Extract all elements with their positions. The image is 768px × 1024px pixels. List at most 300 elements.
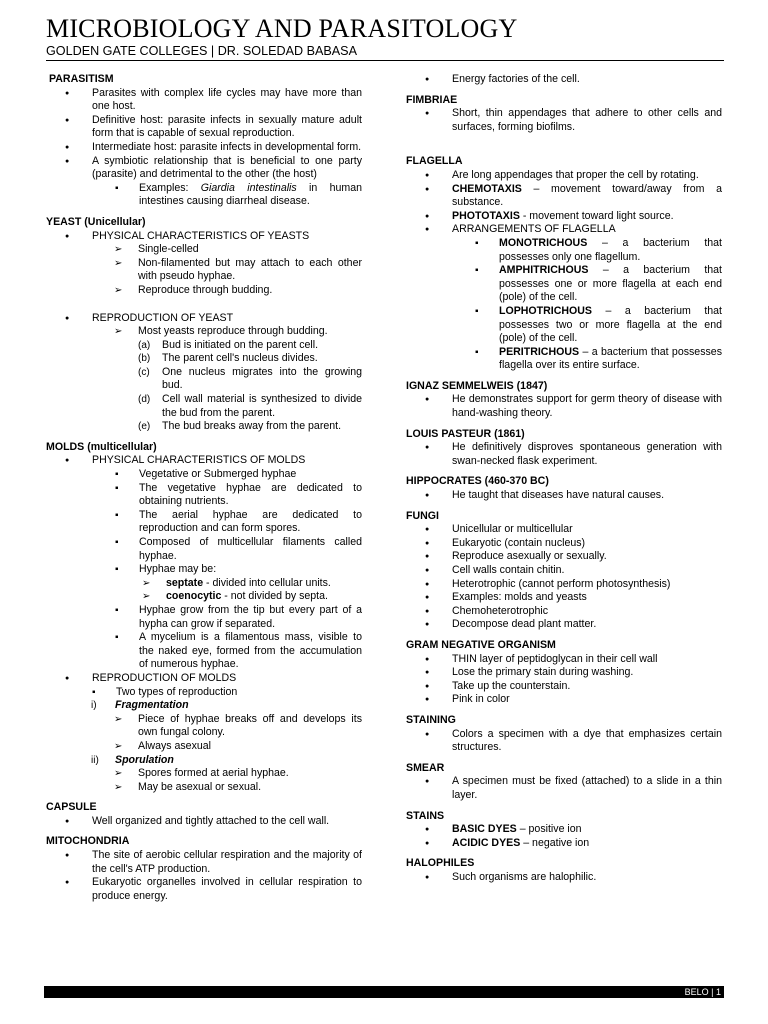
list-item-text	[166, 577, 362, 591]
list-item-term: CHEMOTAXIS	[452, 182, 522, 195]
list-item-body: A mycelium is a filamentous mass, visible to the naked eye, formed from the accumulation of numerous hyphae.	[139, 631, 362, 671]
spacer	[46, 794, 362, 801]
list-item	[46, 114, 362, 141]
list-item-body: REPRODUCTION OF MOLDS	[92, 671, 237, 684]
list-item-body: Heterotrophic (cannot perform photosynthesis)	[452, 577, 671, 590]
list-item	[406, 537, 722, 551]
square-bullet-icon: ▪	[92, 686, 96, 698]
spacer	[406, 850, 722, 857]
list-item-body: The vegetative hyphae are dedicated to obtaining nutrients.	[139, 481, 362, 508]
list-item-body: Colors a specimen with a dye that emphasizes certain structures.	[452, 727, 722, 754]
list-item	[46, 284, 362, 298]
list-item-text	[452, 693, 722, 707]
list-item	[406, 210, 722, 224]
bullet-icon: ●	[425, 730, 430, 738]
right-column	[406, 73, 722, 884]
spacer	[406, 632, 722, 639]
list-item-text	[452, 393, 722, 420]
bullet-icon: ●	[425, 396, 430, 404]
list-item	[46, 699, 362, 713]
list-item	[406, 523, 722, 537]
list-item-text	[452, 823, 722, 837]
list-item-text	[452, 441, 722, 468]
list-item	[46, 312, 362, 326]
list-item	[406, 169, 722, 183]
list-item	[406, 107, 722, 134]
list-item-body: – negative ion	[520, 836, 590, 849]
list-item-body: The parent cell's nucleus divides.	[162, 352, 318, 365]
list-item	[406, 871, 722, 885]
list-marker: (a)	[138, 339, 151, 351]
list-item-text	[139, 631, 362, 672]
section-heading: GRAM NEGATIVE ORGANISM	[406, 638, 556, 651]
bullet-icon: ●	[65, 457, 70, 465]
spacer	[406, 707, 722, 714]
list-item	[46, 815, 362, 829]
bullet-icon: ●	[65, 879, 70, 887]
list-item-body: Examples:	[139, 181, 201, 194]
list-item	[406, 693, 722, 707]
list-item-text	[138, 781, 362, 795]
arrow-bullet-icon: ➢	[114, 244, 123, 256]
list-item	[406, 264, 722, 305]
bullet-icon: ●	[425, 492, 430, 500]
list-item-text	[452, 107, 722, 134]
list-item-body: – a bacterium that possesses only one flagellum.	[499, 236, 722, 263]
bullet-icon: ●	[425, 580, 430, 588]
list-item-text	[452, 605, 722, 619]
list-item-text	[115, 754, 362, 768]
list-item-term: septate	[166, 576, 204, 589]
left-column	[46, 73, 362, 903]
bullet-icon: ●	[425, 539, 430, 547]
list-item-body: Energy factories of the cell.	[452, 73, 580, 85]
list-item	[46, 325, 362, 339]
list-item-body: Take up the counterstain.	[452, 679, 571, 692]
square-bullet-icon: ▪	[475, 237, 479, 249]
list-item	[46, 257, 362, 284]
list-item-text	[92, 815, 362, 829]
list-item-body: Well organized and tightly attached to the cell wall.	[92, 814, 330, 827]
list-item-body: The bud breaks away from the parent.	[162, 420, 342, 433]
list-item-body: Chemoheterotrophic	[452, 604, 548, 617]
section-heading: SMEAR	[406, 761, 445, 774]
list-item	[46, 686, 362, 700]
section-heading: YEAST (Unicellular)	[46, 215, 146, 228]
list-item-body: Unicellular or multicellular	[452, 523, 573, 536]
list-item-text	[452, 680, 722, 694]
list-item-body: – positive ion	[516, 823, 582, 836]
list-item-text	[452, 775, 722, 802]
list-item	[406, 666, 722, 680]
list-item	[46, 536, 362, 563]
list-item-text	[162, 339, 362, 353]
list-item-term: ACIDIC DYES	[452, 836, 521, 849]
bullet-icon: ●	[425, 110, 430, 118]
arrow-bullet-icon: ➢	[114, 284, 123, 296]
square-bullet-icon: ▪	[115, 182, 119, 194]
list-item-body: – movement toward/away from a substance.	[452, 182, 722, 209]
list-item	[46, 509, 362, 536]
list-item-text	[452, 653, 722, 667]
list-marker: (c)	[138, 366, 150, 378]
list-item-text	[138, 243, 362, 257]
section-heading: STAINS	[406, 809, 445, 822]
list-item-text	[139, 604, 362, 631]
arrow-bullet-icon: ➢	[114, 768, 123, 780]
list-item-text	[138, 325, 362, 339]
list-item-body: THIN layer of peptidoglycan in their cell wall	[452, 652, 658, 665]
list-item-text	[162, 366, 362, 393]
arrow-bullet-icon: ➢	[114, 740, 123, 752]
list-item	[406, 728, 722, 755]
list-item-text	[499, 305, 722, 346]
list-item-body: Hyphae may be:	[139, 563, 217, 576]
list-item-body: PHYSICAL CHARACTERISTICS OF MOLDS	[92, 454, 306, 467]
arrow-bullet-icon: ➢	[114, 713, 123, 725]
bullet-icon: ●	[425, 171, 430, 179]
list-item	[46, 713, 362, 740]
list-item-text	[452, 489, 722, 503]
list-item	[406, 183, 722, 210]
list-item	[46, 590, 362, 604]
list-item-text	[452, 871, 722, 885]
list-item	[46, 468, 362, 482]
list-item-body: Bud is initiated on the parent cell.	[162, 338, 319, 351]
list-item	[46, 393, 362, 420]
bullet-icon: ●	[425, 567, 430, 574]
list-item	[406, 605, 722, 619]
list-marker: (b)	[138, 353, 151, 365]
list-item-body: Examples: molds and yeasts	[452, 591, 587, 604]
list-item-text	[499, 346, 722, 373]
spacer	[406, 87, 722, 94]
list-item-text	[452, 223, 722, 237]
square-bullet-icon: ▪	[115, 482, 119, 494]
list-item-text	[162, 352, 362, 366]
bullet-icon: ●	[65, 314, 70, 322]
list-marker: (d)	[138, 394, 151, 406]
list-item-body: Piece of hyphae breaks off and develops its own fungal colony.	[138, 712, 362, 739]
list-item-text	[452, 183, 722, 210]
list-item-body: Eukaryotic organelles involved in cellular respiration to produce energy.	[92, 876, 362, 902]
list-item-text	[139, 182, 362, 209]
header-rule	[46, 60, 724, 61]
list-item	[406, 618, 722, 632]
bullet-icon: ●	[65, 89, 70, 97]
list-item-body: Are long appendages that proper the cell by rotating.	[452, 168, 699, 181]
list-item-text	[138, 257, 362, 284]
list-item-term: PHOTOTAXIS	[452, 209, 520, 222]
bullet-icon: ●	[425, 76, 430, 83]
list-item-body: - movement toward light source.	[519, 209, 674, 222]
list-item-body: Cell wall material is synthesized to divide the bud from the parent.	[162, 393, 362, 419]
arrow-bullet-icon: ➢	[142, 591, 151, 603]
list-item	[46, 767, 362, 781]
list-item-text	[452, 210, 722, 224]
list-item-term: coenocytic	[166, 590, 222, 603]
arrow-bullet-icon: ➢	[114, 257, 123, 269]
bullet-icon: ●	[425, 696, 430, 704]
list-item	[46, 563, 362, 577]
footer-bar	[44, 986, 724, 998]
list-item-text	[92, 672, 362, 686]
list-item-text	[92, 849, 362, 876]
list-item	[406, 346, 722, 373]
list-item	[46, 781, 362, 795]
list-item-text	[452, 73, 722, 87]
list-item-body: Short, thin appendages that adhere to other cells and surfaces, forming biofilms.	[452, 107, 722, 133]
list-item-text	[452, 578, 722, 592]
bullet-icon: ●	[425, 826, 430, 834]
list-item-body: Pink in color	[452, 693, 510, 706]
list-item-body: A specimen must be fixed (attached) to a slide in a thin layer.	[452, 775, 722, 801]
list-item-text	[92, 454, 362, 468]
list-item-body: Reproduce through budding.	[138, 283, 273, 296]
bullet-icon: ●	[65, 674, 70, 682]
list-item	[46, 243, 362, 257]
list-item-italic: Giardia intestinalis	[200, 181, 297, 194]
spacer	[406, 755, 722, 762]
list-marker: i)	[91, 700, 97, 712]
list-item-body: A symbiotic relationship that is beneficial to one party (parasite) and detrimental to the other (the host)	[92, 154, 362, 181]
list-item	[406, 775, 722, 802]
arrow-bullet-icon: ➢	[114, 781, 123, 793]
list-item	[46, 420, 362, 434]
section-heading: IGNAZ SEMMELWEIS (1847)	[406, 379, 548, 392]
list-item	[46, 604, 362, 631]
list-item-body: Non-filamented but may attach to each other with pseudo hyphae.	[138, 256, 362, 283]
arrow-bullet-icon: ➢	[114, 326, 123, 338]
bullet-icon: ●	[65, 157, 70, 165]
list-item-body: - divided into cellular units.	[203, 576, 331, 589]
list-item-emphasis: Fragmentation	[115, 699, 189, 712]
bullet-icon: ●	[425, 682, 430, 690]
list-item-body: Cell walls contain chitin.	[452, 564, 565, 576]
spacer	[46, 209, 362, 216]
list-item-text	[138, 284, 362, 298]
list-item-text	[138, 767, 362, 781]
list-item-text	[139, 536, 362, 563]
bullet-icon: ●	[425, 212, 430, 220]
arrow-bullet-icon: ➢	[142, 577, 151, 589]
list-item-text	[92, 141, 362, 155]
list-item	[406, 73, 722, 87]
bullet-icon: ●	[65, 817, 70, 825]
list-item-term: MONOTRICHOUS	[499, 236, 588, 249]
list-item-text	[452, 837, 722, 851]
bullet-icon: ●	[425, 594, 430, 602]
list-item-body: Definitive host: parasite infects in sexually mature adult form that is capable of sexual reproduction.	[92, 113, 362, 140]
list-item-text	[452, 550, 722, 564]
spacer	[406, 373, 722, 380]
list-item-body: Parasites with complex life cycles may have more than one host.	[92, 86, 362, 113]
list-item	[46, 740, 362, 754]
list-item	[46, 352, 362, 366]
section-heading: PARASITISM	[49, 73, 114, 85]
list-item	[406, 578, 722, 592]
section-heading: CAPSULE	[46, 801, 97, 814]
square-bullet-icon: ▪	[115, 509, 119, 521]
list-item-text	[92, 876, 362, 903]
list-item	[46, 87, 362, 114]
list-item	[46, 182, 362, 209]
list-item-text	[452, 618, 722, 632]
list-item-text	[499, 237, 722, 264]
bullet-icon: ●	[425, 778, 430, 786]
bullet-icon: ●	[425, 553, 430, 561]
list-item-body: Composed of multicellular filaments called hyphae.	[139, 536, 362, 562]
list-item-body: Vegetative or Submerged hyphae	[139, 468, 297, 481]
bullet-icon: ●	[425, 185, 430, 193]
list-item-body: Always asexual	[138, 739, 212, 752]
square-bullet-icon: ▪	[475, 265, 479, 277]
square-bullet-icon: ▪	[115, 537, 119, 548]
list-item	[406, 823, 722, 837]
list-item	[406, 393, 722, 420]
list-item-body: – a bacterium that possesses one or more flagella at each end (pole) of the cell.	[499, 264, 722, 304]
square-bullet-icon: ▪	[115, 469, 119, 481]
list-item	[406, 591, 722, 605]
bullet-icon: ●	[425, 526, 430, 534]
bullet-icon: ●	[65, 116, 70, 124]
list-item-text	[138, 740, 362, 754]
list-item-text	[452, 591, 722, 605]
list-item-text	[452, 523, 722, 537]
bullet-icon: ●	[425, 655, 430, 663]
list-item	[46, 366, 362, 393]
page-title: MICROBIOLOGY AND PARASITOLOGY	[46, 14, 518, 43]
list-item-body: Such organisms are halophilic.	[452, 870, 597, 883]
section-heading: MITOCHONDRIA	[46, 835, 130, 848]
bullet-icon: ●	[425, 444, 430, 452]
list-item-text	[452, 169, 722, 183]
list-item-body: REPRODUCTION OF YEAST	[92, 311, 234, 324]
list-item-body: ARRANGEMENTS OF FLAGELLA	[452, 223, 616, 236]
section-heading: LOUIS PASTEUR (1861)	[406, 427, 525, 440]
spacer	[406, 503, 722, 510]
list-item	[46, 577, 362, 591]
list-item	[46, 230, 362, 244]
list-item	[406, 680, 722, 694]
list-item-emphasis: Sporulation	[115, 753, 174, 766]
bullet-icon: ●	[425, 669, 430, 677]
list-item	[406, 441, 722, 468]
list-item-body: – a bacterium that possesses two or more flagella at the end (pole) of the cell.	[499, 304, 722, 345]
list-item	[46, 155, 362, 182]
section-heading: FUNGI	[406, 509, 439, 522]
bullet-icon: ●	[425, 621, 430, 629]
list-item	[46, 631, 362, 672]
list-item-body: Single-celled	[138, 243, 199, 256]
square-bullet-icon: ▪	[115, 604, 119, 616]
list-item	[406, 223, 722, 237]
spacer	[406, 468, 722, 475]
list-item-body: Spores formed at aerial hyphae.	[138, 767, 289, 780]
list-item	[406, 564, 722, 578]
list-item-term: LOPHOTRICHOUS	[499, 304, 592, 317]
list-item	[46, 339, 362, 353]
list-item-body: - not divided by septa.	[221, 590, 328, 603]
list-item-body: – a bacterium that possesses flagella over its entire surface.	[499, 345, 722, 372]
list-item-body: The aerial hyphae are dedicated to reproduction and can form spores.	[139, 508, 362, 535]
list-item-body: Eukaryotic (contain nucleus)	[452, 536, 586, 549]
list-item-body: Lose the primary stain during washing.	[452, 666, 634, 679]
list-item	[406, 489, 722, 503]
list-item-text	[499, 264, 722, 305]
list-item	[406, 837, 722, 851]
spacer	[46, 434, 362, 441]
square-bullet-icon: ▪	[475, 305, 479, 317]
list-item	[46, 876, 362, 903]
list-item	[46, 754, 362, 768]
bullet-icon: ●	[65, 852, 70, 860]
spacer	[406, 148, 722, 155]
list-marker: ii)	[91, 754, 99, 766]
list-item-body: Intermediate host: parasite infects in developmental form.	[92, 140, 362, 153]
square-bullet-icon: ▪	[115, 564, 119, 576]
spacer	[406, 803, 722, 810]
list-item-body: He definitively disproves spontaneous generation with swan-necked flask experiment.	[452, 441, 722, 467]
list-item-text	[139, 509, 362, 536]
list-item	[406, 550, 722, 564]
spacer	[406, 134, 722, 148]
list-item	[46, 849, 362, 876]
list-item-term: PERITRICHOUS	[499, 345, 580, 358]
list-item-body: Decompose dead plant matter.	[452, 618, 597, 631]
list-item	[406, 653, 722, 667]
section-heading: MOLDS (multicellular)	[46, 440, 157, 453]
list-item-body: May be asexual or sexual.	[138, 780, 262, 793]
list-item-text	[162, 393, 362, 420]
list-item-text	[92, 155, 362, 182]
list-item-body: One nucleus migrates into the growing bud.	[162, 365, 362, 392]
list-item-text	[116, 686, 362, 700]
list-item-text	[139, 482, 362, 509]
list-item-text	[92, 230, 362, 244]
list-item-body: Reproduce asexually or sexually.	[452, 550, 607, 563]
spacer	[46, 828, 362, 835]
bullet-icon: ●	[425, 873, 430, 881]
list-item-body: in human intestines causing diarrheal disease.	[139, 181, 362, 208]
list-item-text	[162, 420, 362, 434]
list-item-body: PHYSICAL CHARACTERISTICS OF YEASTS	[92, 229, 310, 242]
page-header	[46, 14, 724, 61]
list-item	[46, 454, 362, 468]
list-item-body: He demonstrates support for germ theory of disease with hand-washing theory.	[452, 393, 722, 420]
list-item-body: Most yeasts reproduce through budding.	[138, 325, 328, 338]
page-number: BELO | 1	[684, 987, 721, 997]
list-item	[46, 482, 362, 509]
section-heading: FLAGELLA	[406, 155, 463, 168]
list-item-text	[92, 114, 362, 141]
list-item-text	[452, 564, 722, 578]
list-item-text	[166, 590, 362, 604]
list-item-text	[92, 87, 362, 114]
list-item-text	[139, 468, 362, 482]
list-item	[46, 141, 362, 155]
bullet-icon: ●	[65, 143, 70, 151]
list-item-body: Two types of reproduction	[116, 685, 238, 698]
bullet-icon: ●	[425, 226, 430, 234]
list-item-text	[139, 563, 362, 577]
list-item-body: He taught that diseases have natural causes.	[452, 489, 665, 502]
square-bullet-icon: ▪	[475, 346, 479, 358]
list-item-term: BASIC DYES	[452, 823, 517, 836]
list-item-text	[138, 713, 362, 740]
section-heading: FIMBRIAE	[406, 93, 458, 106]
list-item-text	[115, 699, 362, 713]
